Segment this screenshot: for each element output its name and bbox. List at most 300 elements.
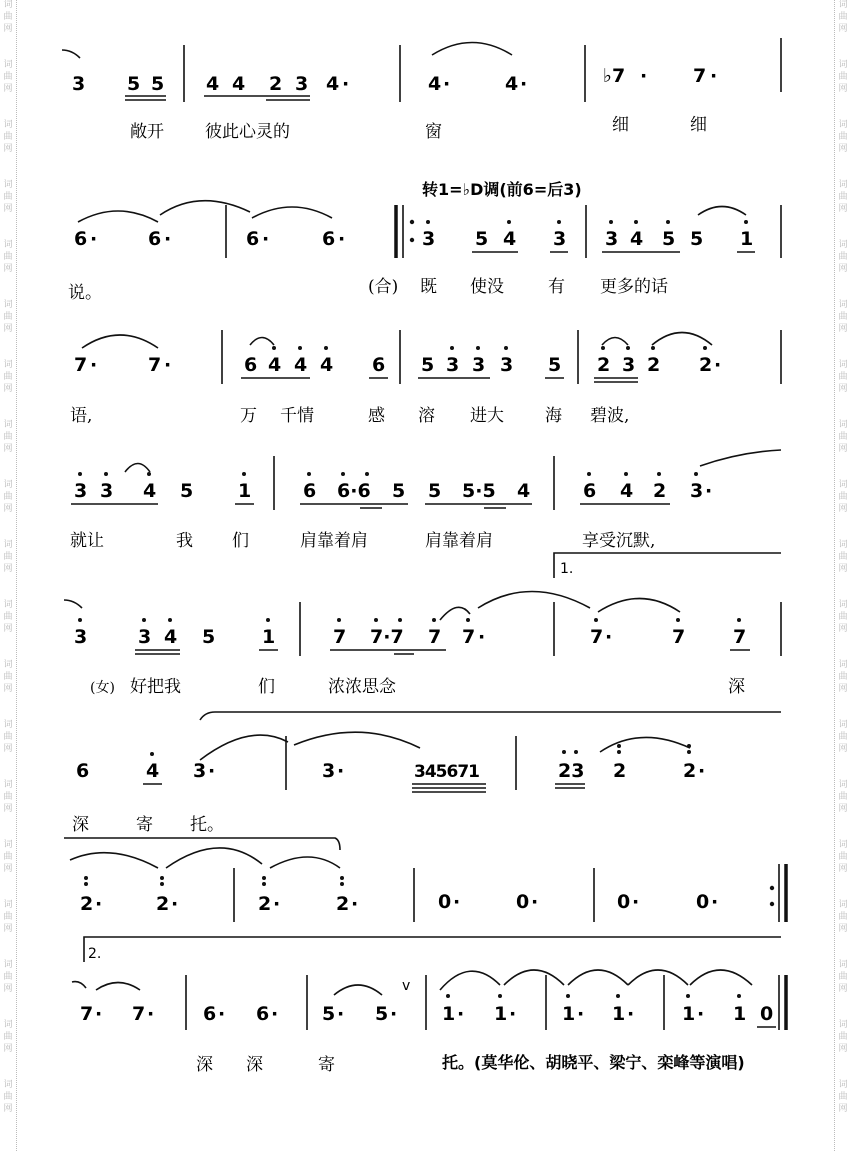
watermark-glyph: 网 <box>3 684 13 694</box>
lyric: 们 <box>258 677 275 697</box>
note: 2 <box>597 354 611 376</box>
watermark-glyph: 词 <box>3 900 13 910</box>
note: 5·5 <box>462 480 496 502</box>
tie-arc <box>698 207 746 216</box>
dot: · <box>342 73 350 95</box>
octave-dot <box>147 472 151 476</box>
octave-dot <box>617 750 621 754</box>
watermark-glyph: 网 <box>838 504 848 514</box>
lyric: 深 <box>728 677 745 697</box>
watermark-glyph: 词 <box>838 660 848 670</box>
octave-dot <box>616 994 620 998</box>
note: 7 <box>80 1003 94 1025</box>
watermark-glyph: 词 <box>3 0 13 10</box>
note: 2 <box>269 73 283 95</box>
tie-arc <box>166 848 262 868</box>
note: 4 <box>630 228 644 250</box>
dot: · <box>711 891 719 913</box>
tie-arc <box>252 207 332 218</box>
note: 3 <box>605 228 619 250</box>
tie-arc <box>690 970 752 985</box>
octave-dot <box>594 618 598 622</box>
staff-row-1 <box>62 38 781 142</box>
note: 3 <box>138 626 152 648</box>
watermark-glyph: 曲 <box>3 612 13 622</box>
octave-dot <box>562 750 566 754</box>
lyric: 寄 <box>318 1055 335 1075</box>
watermark-glyph: 网 <box>3 564 13 574</box>
watermark-glyph: 词 <box>3 300 13 310</box>
note: 3 <box>690 480 704 502</box>
dot: · <box>705 480 713 502</box>
octave-dot <box>657 472 661 476</box>
note: 2 <box>647 354 661 376</box>
watermark-glyph: 词 <box>838 120 848 130</box>
watermark-glyph: 曲 <box>3 252 13 262</box>
watermark-glyph: 曲 <box>838 912 848 922</box>
watermark-glyph: 网 <box>3 324 13 334</box>
watermark-glyph: 曲 <box>838 672 848 682</box>
volta-bracket-1 <box>554 553 781 578</box>
dot: · <box>714 354 722 376</box>
note: 4 <box>503 228 517 250</box>
watermark-glyph: 曲 <box>838 972 848 982</box>
watermark-glyph: 词 <box>838 240 848 250</box>
lyric: 享受沉默, <box>582 531 656 551</box>
dot: · <box>164 228 172 250</box>
lyric: 深 <box>246 1055 263 1075</box>
dot: · <box>478 626 486 648</box>
octave-dot <box>84 876 88 880</box>
watermark-glyph: 曲 <box>3 912 13 922</box>
dot: · <box>337 1003 345 1025</box>
tie-arc <box>440 971 500 990</box>
octave-dot <box>266 618 270 622</box>
repeat-dot <box>410 220 414 224</box>
note: 6 <box>256 1003 270 1025</box>
dot: · <box>208 760 216 782</box>
note: 6 <box>246 228 260 250</box>
watermark-glyph: 曲 <box>3 972 13 982</box>
watermark-glyph: 词 <box>838 60 848 70</box>
note: 7 <box>672 626 686 648</box>
note: 4 <box>326 73 340 95</box>
octave-dot <box>340 882 344 886</box>
slur-arc <box>125 464 150 473</box>
watermark-glyph: 曲 <box>838 732 848 742</box>
tie-arc <box>200 735 288 760</box>
octave-dot <box>626 346 630 350</box>
watermark-glyph: 词 <box>838 480 848 490</box>
watermark-glyph: 网 <box>3 24 13 34</box>
watermark-glyph: 网 <box>838 564 848 574</box>
note: 4 <box>268 354 282 376</box>
staff-row-2 <box>68 180 781 303</box>
tie-arc <box>652 333 712 346</box>
slur-arc <box>250 338 274 346</box>
watermark-glyph: 网 <box>3 924 13 934</box>
lyric: 有 <box>548 277 565 297</box>
lyric: 细 <box>612 115 629 135</box>
note: 6·6 <box>337 480 371 502</box>
note: 5 <box>548 354 562 376</box>
octave-dot <box>687 744 691 748</box>
octave-dot <box>609 220 613 224</box>
note: 5 <box>202 626 216 648</box>
watermark-glyph: 网 <box>838 744 848 754</box>
dot: · <box>710 65 718 87</box>
note: 4 <box>143 480 157 502</box>
lyric: 肩靠着肩 <box>425 531 493 551</box>
watermark-glyph: 曲 <box>3 672 13 682</box>
volta-label-2: 2. <box>88 946 102 962</box>
note: 2 <box>336 893 350 915</box>
dot: · <box>390 1003 398 1025</box>
dot: · <box>627 1003 635 1025</box>
note: 3 <box>74 626 88 648</box>
lyric: 就让 <box>70 531 104 551</box>
note: 6 <box>372 354 386 376</box>
octave-dot <box>686 994 690 998</box>
lyric: 万 <box>240 406 257 426</box>
tie-arc <box>568 970 628 985</box>
octave-dot <box>566 994 570 998</box>
lyric: (女) <box>90 680 115 696</box>
watermark-glyph: 词 <box>838 360 848 370</box>
tie-arc <box>160 201 250 215</box>
watermark-glyph: 曲 <box>3 492 13 502</box>
octave-dot <box>337 618 341 622</box>
lyric: 深 <box>196 1055 213 1075</box>
note: 5 <box>180 480 194 502</box>
note: 3 <box>322 760 336 782</box>
octave-dot <box>476 346 480 350</box>
watermark-glyph: 词 <box>838 1020 848 1030</box>
note: 0 <box>760 1003 774 1025</box>
watermark-glyph: 曲 <box>838 192 848 202</box>
tie-arc <box>504 970 564 985</box>
lyric: 深 <box>72 815 89 835</box>
watermark-glyph: 词 <box>3 1020 13 1030</box>
staff-row-7 <box>64 838 786 922</box>
watermark-glyph: 词 <box>3 420 13 430</box>
dot: · <box>271 1003 279 1025</box>
watermark-glyph: 网 <box>3 804 13 814</box>
octave-dot <box>587 472 591 476</box>
dot: · <box>443 73 451 95</box>
note: 6 <box>74 228 88 250</box>
watermark-glyph: 网 <box>838 264 848 274</box>
watermark-glyph: 曲 <box>838 852 848 862</box>
watermark-glyph: 网 <box>3 384 13 394</box>
watermark-glyph: 曲 <box>838 1032 848 1042</box>
note: 4 <box>164 626 178 648</box>
watermark-glyph: 词 <box>838 180 848 190</box>
watermark-glyph: 曲 <box>838 792 848 802</box>
phrase-slur-long <box>200 712 781 720</box>
note: 5 <box>428 480 442 502</box>
octave-dot <box>446 994 450 998</box>
watermark-glyph: 词 <box>3 960 13 970</box>
note: 0 <box>617 891 631 913</box>
note: 2 <box>653 480 667 502</box>
note: 3 <box>295 73 309 95</box>
note: 2 <box>613 760 627 782</box>
watermark-glyph: 网 <box>838 24 848 34</box>
lyric: 寄 <box>136 815 153 835</box>
dot: · <box>218 1003 226 1025</box>
note: 4 <box>320 354 334 376</box>
watermark-glyph: 词 <box>838 900 848 910</box>
note: 7·7 <box>370 626 404 648</box>
note: 5 <box>127 73 141 95</box>
octave-dot <box>340 876 344 880</box>
octave-dot <box>150 752 154 756</box>
octave-dot <box>624 472 628 476</box>
note: 6 <box>583 480 597 502</box>
dot: · <box>164 354 172 376</box>
dot: · <box>531 891 539 913</box>
dot: · <box>457 1003 465 1025</box>
watermark-glyph: 曲 <box>3 792 13 802</box>
watermark-glyph: 曲 <box>3 432 13 442</box>
octave-dot <box>737 994 741 998</box>
note: 7 <box>74 354 88 376</box>
watermark-glyph: 曲 <box>3 732 13 742</box>
octave-dot <box>617 744 621 748</box>
octave-dot <box>574 750 578 754</box>
dot: · <box>640 65 648 87</box>
watermark-glyph: 词 <box>3 780 13 790</box>
repeat-dot <box>770 886 774 890</box>
watermark-glyph: 词 <box>3 720 13 730</box>
octave-dot <box>432 618 436 622</box>
watermark-glyph: 曲 <box>838 312 848 322</box>
note: 6 <box>322 228 336 250</box>
dot: · <box>147 1003 155 1025</box>
watermark-glyph: 曲 <box>3 72 13 82</box>
tie-arc <box>270 857 340 868</box>
octave-dot <box>426 220 430 224</box>
watermark-glyph: 词 <box>3 600 13 610</box>
watermark-glyph: 词 <box>838 780 848 790</box>
watermark-glyph: 网 <box>838 324 848 334</box>
watermark-glyph: 曲 <box>838 12 848 22</box>
octave-dot <box>744 220 748 224</box>
dot: · <box>171 893 179 915</box>
watermark-glyph: 网 <box>838 864 848 874</box>
watermark-glyph: 网 <box>838 984 848 994</box>
tie-arc <box>62 50 80 58</box>
watermark-glyph: 网 <box>838 924 848 934</box>
octave-dot <box>104 472 108 476</box>
tie-arc <box>96 983 140 991</box>
dot: · <box>90 354 98 376</box>
watermark-glyph: 曲 <box>3 552 13 562</box>
watermark-glyph: 网 <box>838 1044 848 1054</box>
note: 2 <box>683 760 697 782</box>
watermark-glyph: 网 <box>3 204 13 214</box>
dot: · <box>605 626 613 648</box>
watermark-glyph: 网 <box>3 864 13 874</box>
octave-dot <box>498 994 502 998</box>
watermark-glyph: 词 <box>3 120 13 130</box>
breath-mark: v <box>402 978 411 994</box>
lyric: 肩靠着肩 <box>300 531 368 551</box>
note: 4 <box>294 354 308 376</box>
note: 3 <box>472 354 486 376</box>
key-change-label: 转1=♭D调(前6=后3) <box>422 180 582 199</box>
lyric: 感 <box>368 406 385 426</box>
staff-row-4 <box>70 450 781 578</box>
octave-dot <box>601 346 605 350</box>
watermark-glyph: 网 <box>3 264 13 274</box>
note: 2 <box>258 893 272 915</box>
credit-line: 托。(莫华伦、胡晓平、梁宁、栾峰等演唱) <box>442 1053 745 1072</box>
dot: · <box>337 760 345 782</box>
lyric: 千情 <box>280 406 314 426</box>
note: 4 <box>232 73 246 95</box>
octave-dot <box>687 750 691 754</box>
watermark-glyph: 曲 <box>3 1092 13 1102</box>
watermark-glyph: 词 <box>3 660 13 670</box>
watermark-glyph: 网 <box>3 444 13 454</box>
watermark-glyph: 网 <box>838 684 848 694</box>
octave-dot <box>160 876 164 880</box>
octave-dot <box>160 882 164 886</box>
octave-dot <box>324 346 328 350</box>
watermark-glyph: 曲 <box>838 1092 848 1102</box>
watermark-glyph: 网 <box>838 804 848 814</box>
watermark-glyph: 词 <box>838 0 848 10</box>
note: 4 <box>146 760 160 782</box>
note: 4 <box>620 480 634 502</box>
watermark-glyph: 词 <box>3 360 13 370</box>
staff-row-3 <box>70 330 781 426</box>
lyric: 说。 <box>68 283 102 303</box>
note: 7 <box>733 626 747 648</box>
note: 3 <box>422 228 436 250</box>
watermark-glyph: 词 <box>3 480 13 490</box>
watermark-glyph: 曲 <box>838 432 848 442</box>
watermark-glyph: 曲 <box>3 132 13 142</box>
note: 1 <box>442 1003 456 1025</box>
dot: · <box>338 228 346 250</box>
tie-arc <box>700 450 781 466</box>
watermark-glyph: 词 <box>3 180 13 190</box>
note: 0 <box>516 891 530 913</box>
watermark-glyph: 网 <box>3 984 13 994</box>
note: 6 <box>76 760 90 782</box>
lyric: 碧波, <box>590 406 630 426</box>
repeat-dot <box>770 902 774 906</box>
octave-dot <box>242 472 246 476</box>
note: 1 <box>238 480 252 502</box>
octave-dot <box>651 346 655 350</box>
tie-arc <box>478 592 590 609</box>
lyric: 更多的话 <box>600 277 668 297</box>
watermark-glyph: 曲 <box>3 312 13 322</box>
watermark-glyph: 词 <box>838 720 848 730</box>
slur-arc <box>440 607 470 620</box>
tie-arc <box>628 970 688 985</box>
note: 2 <box>80 893 94 915</box>
octave-dot <box>168 618 172 622</box>
watermark-glyph: 网 <box>3 1044 13 1054</box>
note: 4 <box>206 73 220 95</box>
lyric: 好把我 <box>130 677 181 697</box>
watermark-glyph: 词 <box>838 1080 848 1090</box>
watermark-glyph: 网 <box>838 624 848 634</box>
note: 5 <box>151 73 165 95</box>
watermark-glyph: 曲 <box>838 492 848 502</box>
volta-bracket-2 <box>84 937 781 962</box>
watermark-glyph: 词 <box>3 840 13 850</box>
phrase-slur <box>64 838 340 850</box>
lyric: 语, <box>70 406 93 426</box>
octave-dot <box>365 472 369 476</box>
watermark-glyph: 网 <box>3 504 13 514</box>
watermark-glyph: 网 <box>3 144 13 154</box>
watermark-glyph: 词 <box>838 540 848 550</box>
dot: · <box>95 893 103 915</box>
watermark-glyph: 网 <box>838 444 848 454</box>
note: 1 <box>682 1003 696 1025</box>
note: 5 <box>421 354 435 376</box>
dot: · <box>698 760 706 782</box>
note: 4 <box>505 73 519 95</box>
note: 7 <box>462 626 476 648</box>
note: 3 <box>74 480 88 502</box>
note: 2 <box>156 893 170 915</box>
dot: · <box>632 891 640 913</box>
octave-dot <box>142 618 146 622</box>
dot: · <box>273 893 281 915</box>
lyric: 浓浓思念 <box>328 677 396 697</box>
octave-dot <box>307 472 311 476</box>
note: 6 <box>303 480 317 502</box>
note: 5 <box>690 228 704 250</box>
note: 3 <box>622 354 636 376</box>
watermark-glyph: 曲 <box>838 612 848 622</box>
octave-dot <box>84 882 88 886</box>
watermark-glyph: 曲 <box>838 552 848 562</box>
note-run: 345671 <box>414 762 479 782</box>
watermark-glyph: 网 <box>838 144 848 154</box>
octave-dot <box>703 346 707 350</box>
repeat-dot <box>410 238 414 242</box>
watermark-glyph: 曲 <box>838 132 848 142</box>
note: 4 <box>517 480 531 502</box>
watermark-glyph: 曲 <box>838 252 848 262</box>
note: 6 <box>203 1003 217 1025</box>
octave-dot <box>262 882 266 886</box>
note: 5 <box>375 1003 389 1025</box>
tie-arc <box>600 737 690 752</box>
watermark-glyph: 网 <box>838 204 848 214</box>
note: 0 <box>696 891 710 913</box>
note: ♭7 <box>603 65 626 87</box>
dot: · <box>351 893 359 915</box>
note: 1 <box>733 1003 747 1025</box>
note: 1 <box>740 228 754 250</box>
tie-arc <box>294 732 420 748</box>
lyric: 们 <box>232 531 249 551</box>
note: 0 <box>438 891 452 913</box>
note: 5 <box>662 228 676 250</box>
note: 1 <box>262 626 276 648</box>
lyric: 敞开 <box>130 122 164 142</box>
